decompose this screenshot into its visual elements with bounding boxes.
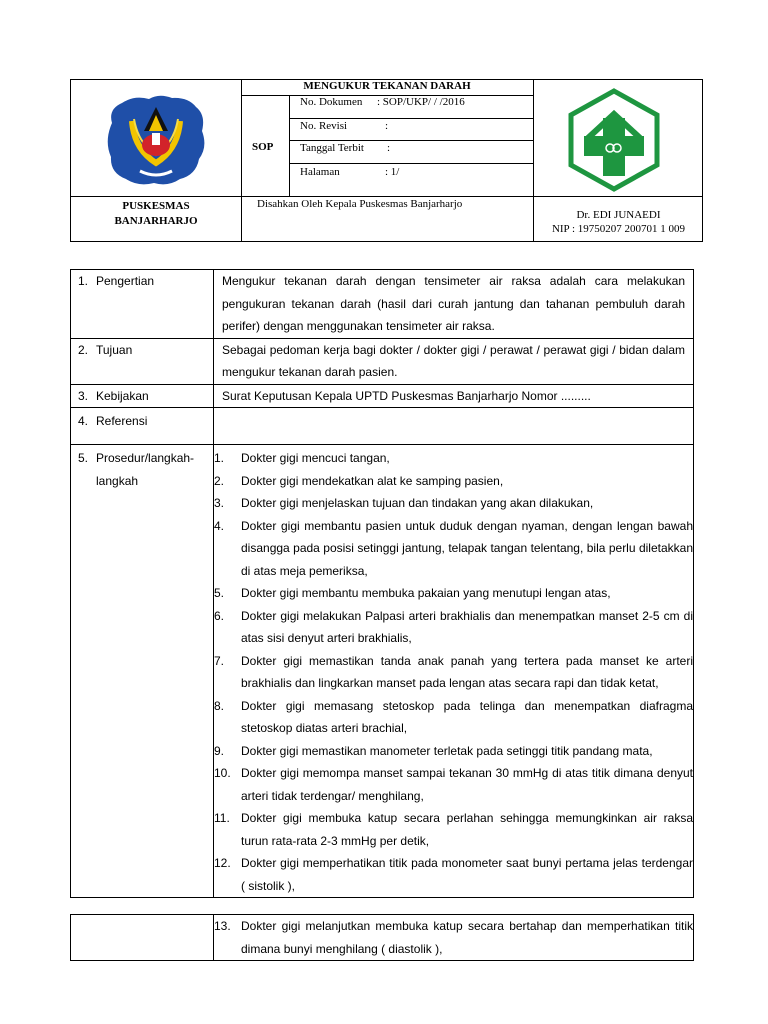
approved-by: Disahkan Oleh Kepala Puskesmas Banjarharjo bbox=[257, 198, 463, 210]
list-item bbox=[214, 695, 693, 740]
step-text: Dokter gigi mendekatkan alat ke samping pasien, bbox=[241, 473, 504, 488]
row-label: Prosedur/langkah-langkah bbox=[96, 451, 195, 488]
list-item bbox=[214, 605, 693, 650]
divider bbox=[289, 118, 533, 119]
meta-value-issue-date: : bbox=[387, 142, 391, 154]
divider bbox=[289, 140, 533, 141]
sop-continuation-table bbox=[70, 914, 694, 961]
meta-value-page: : 1/ bbox=[385, 166, 400, 178]
step-text: Dokter gigi memperhatikan titik pada monometer saat bunyi pertama jelas terdengar ( sistolik ), bbox=[241, 856, 693, 893]
row-label: Kebijakan bbox=[96, 388, 149, 403]
step-text: Dokter gigi membuka katup secara perlahan sehingga memungkinkan air raksa turun rata-rata 2-3 mmHg per detik, bbox=[241, 811, 693, 848]
meta-value-revision: : bbox=[385, 120, 389, 132]
step-text: Dokter gigi memasang stetoskop pada telinga dan menempatkan diafragma stetoskop diatas arteri brachial, bbox=[241, 698, 693, 735]
step-text: Dokter gigi melakukan Palpasi arteri brakhialis dan menempatkan manset 2-5 cm di atas sisi denyut arteri brakhialis, bbox=[241, 608, 693, 645]
purpose-text: Sebagai pedoman kerja bagi dokter / dokter gigi / perawat / perawat gigi / bidan dalam mengukur tekanan darah pasien. bbox=[222, 342, 685, 379]
meta-label-page: Halaman bbox=[300, 166, 340, 178]
health-logo bbox=[566, 88, 662, 192]
list-item bbox=[214, 852, 693, 897]
step-text: Dokter gigi memastikan tanda anak panah yang tertera pada manset ke arteri brakhialis dan lingkarkan manset pada lengan atas secara rapi dan tidak ketat, bbox=[241, 653, 693, 690]
step-text: Dokter gigi mencuci tangan, bbox=[241, 451, 390, 465]
table-row bbox=[71, 338, 694, 384]
step-number: 3. bbox=[214, 496, 225, 510]
meta-label-document-no: No. Dokumen bbox=[300, 96, 363, 108]
list-item bbox=[214, 740, 693, 763]
step-number: 4. bbox=[214, 518, 225, 533]
table-row bbox=[71, 408, 694, 445]
step-number: 9. bbox=[214, 743, 225, 758]
row-number: 5. bbox=[78, 451, 89, 465]
procedure-steps-continued bbox=[214, 915, 693, 960]
step-number: 1. bbox=[214, 451, 225, 465]
table-row bbox=[71, 270, 694, 339]
row-number: 2. bbox=[78, 342, 89, 357]
row-number: 4. bbox=[78, 414, 89, 428]
meta-label-issue-date: Tanggal Terbit bbox=[300, 142, 364, 154]
meta-label-revision: No. Revisi bbox=[300, 120, 348, 132]
step-number: 13. bbox=[214, 919, 231, 933]
divider bbox=[241, 80, 242, 241]
step-text: Dokter gigi menjelaskan tujuan dan tindakan yang akan dilakukan, bbox=[241, 496, 594, 510]
health-cross-icon bbox=[566, 88, 662, 192]
step-number: 8. bbox=[214, 698, 225, 713]
signer-block bbox=[533, 208, 704, 236]
table-row bbox=[71, 384, 694, 408]
list-item bbox=[214, 515, 693, 583]
row-number: 3. bbox=[78, 388, 89, 403]
list-item bbox=[214, 915, 693, 960]
organization-line2: BANJARHARJO bbox=[114, 215, 198, 227]
step-text: Dokter gigi memastikan manometer terletak pada setinggi titik pandang mata, bbox=[241, 743, 653, 758]
list-item bbox=[214, 492, 693, 515]
organization-line1: PUSKESMAS bbox=[122, 200, 190, 212]
row-label: Tujuan bbox=[96, 342, 133, 357]
sop-content-table bbox=[70, 269, 694, 898]
puskesmas-emblem-icon bbox=[104, 93, 209, 188]
list-item bbox=[214, 470, 693, 493]
document-title: MENGUKUR TEKANAN DARAH bbox=[303, 80, 471, 92]
list-item bbox=[214, 582, 693, 605]
signer-name: Dr. EDI JUNAEDI bbox=[576, 209, 661, 221]
list-item bbox=[214, 650, 693, 695]
step-number: 6. bbox=[214, 608, 225, 623]
step-text: Dokter gigi melanjutkan membuka katup secara bertahap dan memperhatikan titik dimana bunyi menghilang ( diastolik ), bbox=[241, 919, 693, 956]
definition-text: Mengukur tekanan darah dengan tensimeter air raksa adalah cara melakukan pengukuran tekanan darah (hasil dari curah jantung dan tahanan pembuluh darah perifer) dengan menggunakan tensimeter air raksa. bbox=[222, 274, 685, 333]
table-row bbox=[71, 915, 694, 961]
meta-value-document-no: : SOP/UKP/ / /2016 bbox=[377, 96, 465, 108]
step-text: Dokter gigi memompa manset sampai tekanan 30 mmHg di atas titik dimana denyut arteri tidak terdengar/ menghilang, bbox=[241, 766, 693, 803]
divider bbox=[289, 96, 290, 196]
step-number: 11. bbox=[214, 811, 230, 825]
sop-header bbox=[70, 79, 703, 242]
step-number: 12. bbox=[214, 856, 231, 870]
signer-nip: NIP : 19750207 200701 1 009 bbox=[551, 223, 686, 235]
step-number: 7. bbox=[214, 653, 225, 668]
table-row bbox=[71, 445, 694, 898]
step-text: Dokter gigi membantu membuka pakaian yang menutupi lengan atas, bbox=[241, 586, 611, 600]
divider bbox=[71, 196, 702, 197]
divider bbox=[289, 163, 533, 164]
list-item bbox=[214, 807, 693, 852]
list-item bbox=[214, 447, 693, 470]
policy-text: Surat Keputusan Kepala UPTD Puskesmas Banjarharjo Nomor ......... bbox=[222, 388, 591, 403]
sop-label: SOP bbox=[252, 141, 274, 153]
row-label: Referensi bbox=[96, 414, 148, 428]
step-text: Dokter gigi membantu pasien untuk duduk dengan nyaman, dengan lengan bawah disangga pada posisi setinggi jantung, telapak tangan telentang, bila perlu diletakkan di atas meja pemeriksa, bbox=[241, 518, 693, 578]
organization-name bbox=[71, 199, 241, 229]
step-number: 5. bbox=[214, 586, 225, 600]
procedure-steps bbox=[214, 445, 693, 897]
step-number: 2. bbox=[214, 473, 225, 488]
step-number: 10. bbox=[214, 766, 231, 780]
puskesmas-logo bbox=[104, 93, 209, 188]
list-item bbox=[214, 762, 693, 807]
row-label: Pengertian bbox=[96, 274, 155, 288]
row-number: 1. bbox=[78, 274, 89, 288]
